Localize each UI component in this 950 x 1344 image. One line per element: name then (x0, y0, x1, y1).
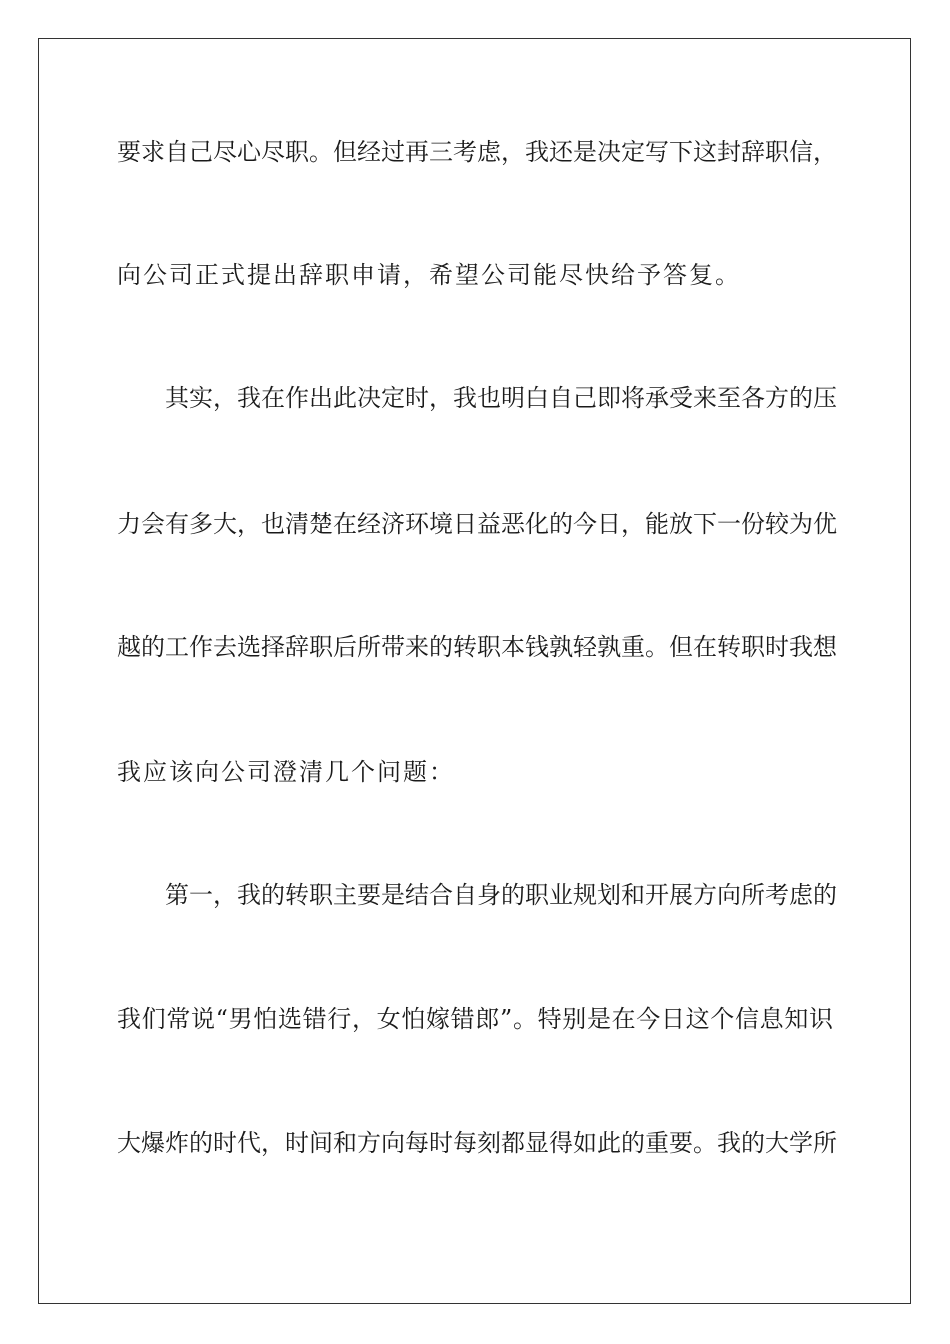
text-line-6: 我应该向公司澄清几个问题： (117, 758, 455, 786)
page-border (38, 38, 911, 1304)
text-line-1: 要求自己尽心尽职。但经过再三考虑，我还是决定写下这封辞职信， (117, 138, 837, 166)
text-line-4: 力会有多大，也清楚在经济环境日益恶化的今日，能放下一份较为优 (117, 510, 837, 538)
text-line-9: 大爆炸的时代，时间和方向每时每刻都显得如此的重要。我的大学所 (117, 1129, 837, 1157)
text-line-2: 向公司正式提出辞职申请，希望公司能尽快给予答复。 (117, 261, 741, 289)
text-line-7: 第一，我的转职主要是结合自身的职业规划和开展方向所考虑的 (165, 881, 837, 909)
text-line-5: 越的工作去选择辞职后所带来的转职本钱孰轻孰重。但在转职时我想 (117, 633, 837, 661)
text-line-8: 我们常说“男怕选错行，女怕嫁错郎”。特别是在今日这个信息知识 (117, 1005, 833, 1033)
text-line-3: 其实，我在作出此决定时，我也明白自己即将承受来至各方的压 (165, 384, 837, 412)
